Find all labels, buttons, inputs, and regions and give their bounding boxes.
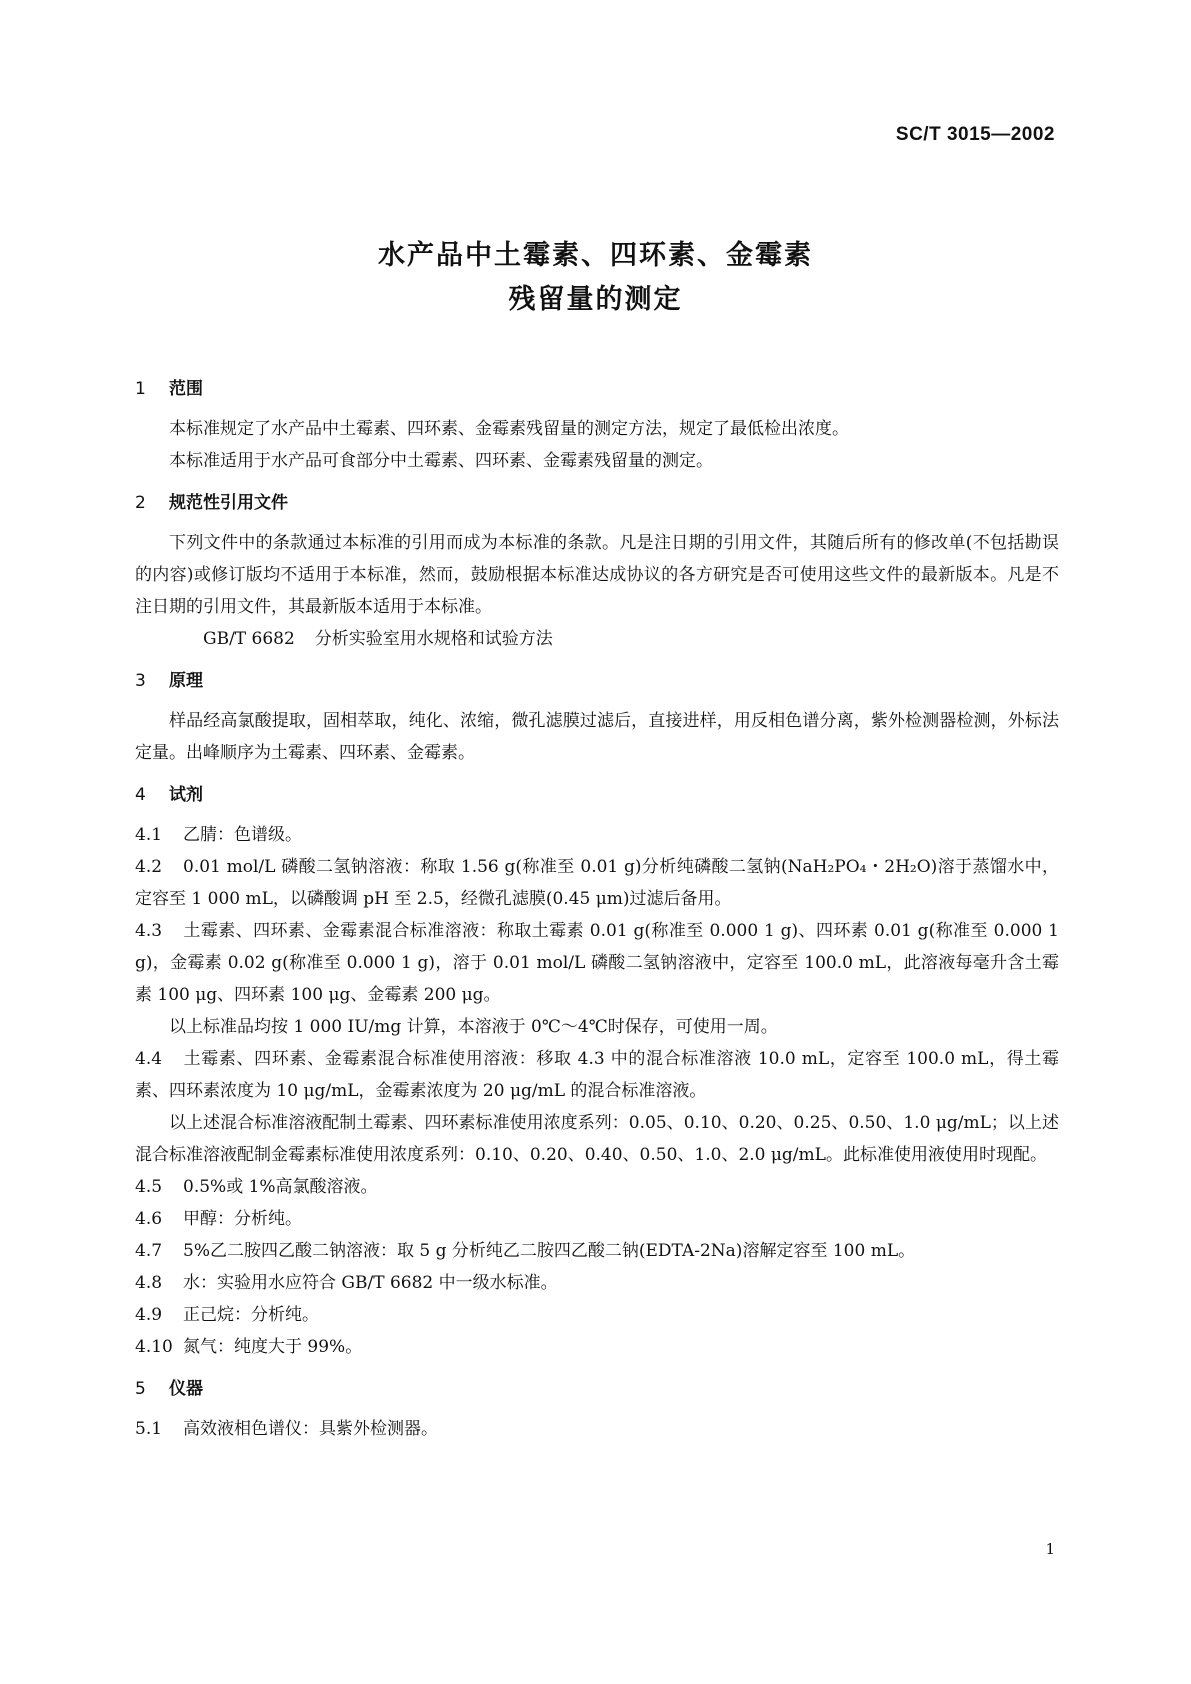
section-heading-principle xyxy=(135,667,1059,695)
paragraph: 本标准适用于水产品可食部分中土霉素、四环素、金霉素残留量的测定。 xyxy=(169,451,713,471)
item-number: 4.4 xyxy=(135,1049,163,1069)
page-number: 1 xyxy=(1045,1540,1055,1558)
section-title: 原理 xyxy=(169,671,203,691)
paragraph: 本标准规定了水产品中土霉素、四环素、金霉素残留量的测定方法，规定了最低检出浓度。 xyxy=(169,419,849,439)
section-number: 1 xyxy=(135,379,146,399)
item-number: 4.6 xyxy=(135,1209,163,1229)
paragraph: 样品经高氯酸提取，固相萃取，纯化、浓缩，微孔滤膜过滤后，直接进样，用反相色谱分离，紫外检测器检测，外标法定量。出峰顺序为土霉素、四环素、金霉素。 xyxy=(135,711,1059,763)
list-item xyxy=(135,1299,1059,1331)
item-text: 氮气：纯度大于 99%。 xyxy=(183,1337,363,1357)
reference-title: 分析实验室用水规格和试验方法 xyxy=(314,629,553,649)
item-text: 甲醇：分析纯。 xyxy=(183,1209,302,1229)
item-number: 4.1 xyxy=(135,825,163,845)
item-number: 4.7 xyxy=(135,1241,163,1261)
document-body xyxy=(135,375,1059,1445)
item-number: 4.5 xyxy=(135,1177,163,1197)
item-text: 高效液相色谱仪：具紫外检测器。 xyxy=(183,1419,438,1439)
section-number: 3 xyxy=(135,671,146,691)
item-text: 乙腈：色谱级。 xyxy=(183,825,302,845)
item-text: 水：实验用水应符合 GB/T 6682 中一级水标准。 xyxy=(183,1273,558,1293)
item-text: 0.01 mol/L 磷酸二氢钠溶液：称取 1.56 g(称准至 0.01 g)分析纯磷酸二氢钠(NaH₂PO₄・2H₂O)溶于蒸馏水中，定容至 1 000 mL，以磷酸调 pH 至 2.5，经微孔滤膜(0.45 μm)过滤后备用。 xyxy=(135,857,1059,909)
item-number: 4.2 xyxy=(135,857,163,877)
section-number: 2 xyxy=(135,493,146,513)
item-number: 4.10 xyxy=(135,1337,173,1357)
item-number: 5.1 xyxy=(135,1419,163,1439)
item-number: 4.3 xyxy=(135,921,163,941)
section-title: 规范性引用文件 xyxy=(169,493,288,513)
item-text: 0.5%或 1%高氯酸溶液。 xyxy=(183,1177,378,1197)
section-title: 范围 xyxy=(169,379,203,399)
section-number: 5 xyxy=(135,1379,146,1399)
section-heading-apparatus xyxy=(135,1375,1059,1403)
item-text: 土霉素、四环素、金霉素混合标准使用溶液：移取 4.3 中的混合标准溶液 10.0 mL，定容至 100.0 mL，得土霉素、四环素浓度为 10 μg/mL，金霉素浓度为 20 μg/mL 的混合标准溶液。 xyxy=(135,1049,1059,1101)
paragraph: 下列文件中的条款通过本标准的引用而成为本标准的条款。凡是注日期的引用文件，其随后所有的修改单(不包括勘误的内容)或修订版均不适用于本标准，然而，鼓励根据本标准达成协议的各方研究是否可使用这些文件的最新版本。凡是不注日期的引用文件，其最新版本适用于本标准。 xyxy=(135,533,1059,617)
section-number: 4 xyxy=(135,785,146,805)
section-title: 试剂 xyxy=(169,785,203,805)
list-item xyxy=(135,1413,1059,1445)
section-heading-scope xyxy=(135,375,1059,403)
list-item xyxy=(135,1235,1059,1267)
list-item xyxy=(135,851,1059,915)
reference-entry xyxy=(135,623,1059,655)
section-heading-normative-references xyxy=(135,489,1059,517)
standard-code: SC/T 3015—2002 xyxy=(895,124,1055,145)
item-text: 5%乙二胺四乙酸二钠溶液：取 5 g 分析纯乙二胺四乙酸二钠(EDTA-2Na)溶解定容至 100 mL。 xyxy=(183,1241,916,1261)
list-item xyxy=(135,1203,1059,1235)
list-item xyxy=(135,1043,1059,1107)
section-heading-reagents xyxy=(135,781,1059,809)
list-item xyxy=(135,819,1059,851)
list-item xyxy=(135,1171,1059,1203)
reference-code: GB/T 6682 xyxy=(203,629,295,649)
item-text: 土霉素、四环素、金霉素混合标准溶液：称取土霉素 0.01 g(称准至 0.000 1 g)、四环素 0.01 g(称准至 0.000 1 g)，金霉素 0.02 g(称准至 0.000 1 g)，溶于 0.01 mol/L 磷酸二氢钠溶液中，定容至 100.0 mL，此溶液每毫升含土霉素 100 μg、四环素 100 μg、金霉素 200 μg。 xyxy=(135,921,1059,1005)
document-title-line-1: 水产品中土霉素、四环素、金霉素 xyxy=(378,240,813,271)
item-number: 4.9 xyxy=(135,1305,163,1325)
list-item xyxy=(135,915,1059,1011)
list-item xyxy=(135,1331,1059,1363)
item-note: 以上述混合标准溶液配制土霉素、四环素标准使用浓度系列：0.05、0.10、0.20、0.25、0.50、1.0 μg/mL；以上述混合标准溶液配制金霉素标准使用浓度系列：0.10、0.20、0.40、0.50、1.0、2.0 μg/mL。此标准使用液使用时现配。 xyxy=(135,1113,1059,1165)
document-title-line-2: 残留量的测定 xyxy=(508,284,683,315)
section-title: 仪器 xyxy=(169,1379,203,1399)
list-item xyxy=(135,1267,1059,1299)
item-number: 4.8 xyxy=(135,1273,163,1293)
item-text: 正己烷：分析纯。 xyxy=(183,1305,319,1325)
item-note: 以上标准品均按 1 000 IU/mg 计算，本溶液于 0℃～4℃时保存，可使用一周。 xyxy=(169,1017,778,1037)
